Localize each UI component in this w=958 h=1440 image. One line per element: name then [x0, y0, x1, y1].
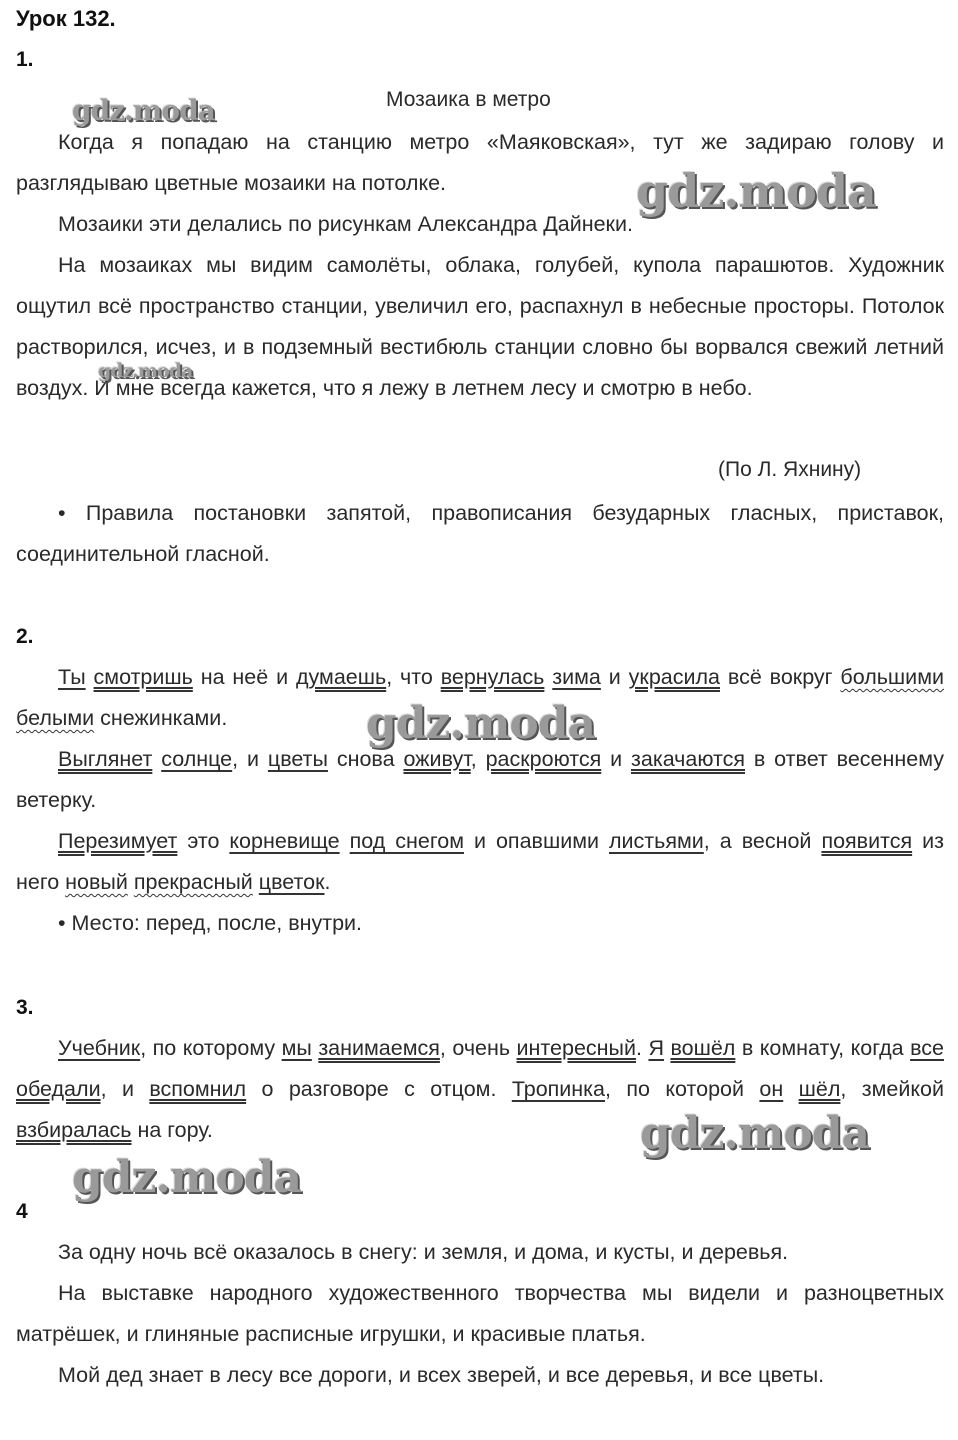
sentence — [16, 821, 944, 903]
predicate: вернулась — [440, 665, 545, 689]
predicate: закачаются — [631, 747, 745, 771]
subject: солнце — [161, 747, 233, 771]
watermark-logo: gdz.moda — [72, 1152, 302, 1203]
sentence: За одну ночь всё оказалось в снегу: и земля, и дома, и кусты, и деревья. — [58, 1240, 789, 1264]
text: , — [470, 747, 486, 771]
watermark-logo: gdz.moda — [366, 698, 596, 749]
sentence: На выставке народного художественного творчества мы видели и разноцветных матрёшек, и глиняные расписные игрушки, и красивые платья. — [16, 1281, 944, 1346]
paragraph: Мозаики эти делались по рисункам Александра Дайнеки. — [58, 212, 633, 236]
text: , по которой — [605, 1077, 760, 1101]
text: и опавшими — [463, 829, 609, 853]
author-credit: (По Л. Яхнину) — [718, 458, 862, 481]
text — [152, 747, 161, 771]
text — [340, 829, 350, 853]
text: снова — [327, 747, 404, 771]
predicate: обедали — [16, 1077, 101, 1101]
note: • Правила постановки запятой, правописания безударных гласных, приставок, соединительной гласной. — [16, 501, 944, 566]
exercise-1-title: Мозаика в метро — [386, 88, 551, 111]
exercise-3-number: 3. — [16, 996, 34, 1019]
predicate: появится — [821, 829, 913, 853]
predicate: оживут — [403, 747, 471, 771]
subject: зима — [552, 665, 601, 689]
exercise-4-number: 4 — [16, 1200, 28, 1223]
text: и — [601, 747, 631, 771]
text: и — [600, 665, 629, 689]
text: , и — [232, 747, 268, 771]
paragraph: Когда я попадаю на станцию метро «Маяковская», тут же задираю голову и разглядываю цветные мозаики на потолке. — [16, 130, 944, 195]
predicate: Выглянет — [58, 747, 153, 771]
text: о разговоре с отцом. — [246, 1077, 512, 1101]
attribute: большими — [840, 665, 944, 689]
attribute: прекрасный — [133, 870, 253, 894]
predicate: украсила — [628, 665, 721, 689]
text: , что — [386, 665, 441, 689]
sentence — [16, 739, 944, 821]
text: это — [177, 829, 230, 853]
predicate: занимаемся — [318, 1036, 440, 1060]
text: в комнату, когда — [735, 1036, 911, 1060]
text — [783, 1077, 798, 1101]
predicate: Перезимует — [58, 829, 178, 853]
subject: Учебник — [58, 1036, 141, 1060]
exercise-1-number: 1. — [16, 48, 34, 71]
subject: Тропинка — [511, 1077, 606, 1101]
watermark-logo: gdz.moda — [72, 94, 215, 127]
subject: мы — [281, 1036, 312, 1060]
text: , и — [100, 1077, 150, 1101]
text: в ответ весеннему ветерку. — [16, 747, 944, 812]
subject: все — [910, 1036, 944, 1060]
paragraph: На мозаиках мы видим самолёты, облака, голубей, купола парашютов. Художник ощутил всё пространство станции, увеличил его, распахнул в небесные просторы. Потолок растворился, исчез, и в подземный вестибюль станции словно бы ворвался свежий летний воздух. И мне всегда кажется, что я лежу в летнем лесу и смотрю в небо. — [16, 253, 944, 400]
subject: цветок — [258, 870, 325, 894]
text: , змейкой — [840, 1077, 944, 1101]
watermark-logo: gdz.moda — [640, 1108, 870, 1159]
subject: Я — [648, 1036, 664, 1060]
attribute: белыми — [16, 706, 95, 730]
text: на неё и — [192, 665, 296, 689]
watermark-logo: gdz.moda — [636, 164, 876, 218]
predicate: вспомнил — [149, 1077, 247, 1101]
text: . — [324, 870, 331, 894]
watermark-logo: gdz.moda — [98, 360, 193, 382]
text: . — [636, 1036, 649, 1060]
sentence: Мой дед знает в лесу все дороги, и всех зверей, и все деревья, и все цветы. — [58, 1363, 825, 1387]
text: , а весной — [703, 829, 822, 853]
predicate: смотришь — [93, 665, 193, 689]
exercise-4-text — [16, 1232, 944, 1396]
text: , очень — [439, 1036, 517, 1060]
attribute: новый — [65, 870, 128, 894]
predicate: интересный — [516, 1036, 636, 1060]
note: • Место: перед, после, внутри. — [58, 911, 363, 935]
text: на гору. — [131, 1118, 213, 1142]
adverbial: листьями — [609, 829, 704, 853]
subject: Ты — [58, 665, 86, 689]
subject: цветы — [267, 747, 328, 771]
predicate: вошёл — [670, 1036, 736, 1060]
lesson-title: Урок 132. — [16, 6, 116, 31]
text: , по которому — [140, 1036, 282, 1060]
text: из него — [16, 829, 944, 894]
subject: корневище — [229, 829, 340, 853]
text: всё вокруг — [720, 665, 841, 689]
text: снежинками. — [94, 706, 228, 730]
predicate: взбиралась — [16, 1118, 132, 1142]
exercise-2-number: 2. — [16, 625, 34, 648]
exercise-1-note — [16, 493, 944, 575]
predicate: думаешь — [295, 665, 387, 689]
predicate: раскроются — [485, 747, 602, 771]
predicate: шёл — [798, 1077, 841, 1101]
adverbial: под снегом — [349, 829, 464, 853]
subject: он — [759, 1077, 784, 1101]
